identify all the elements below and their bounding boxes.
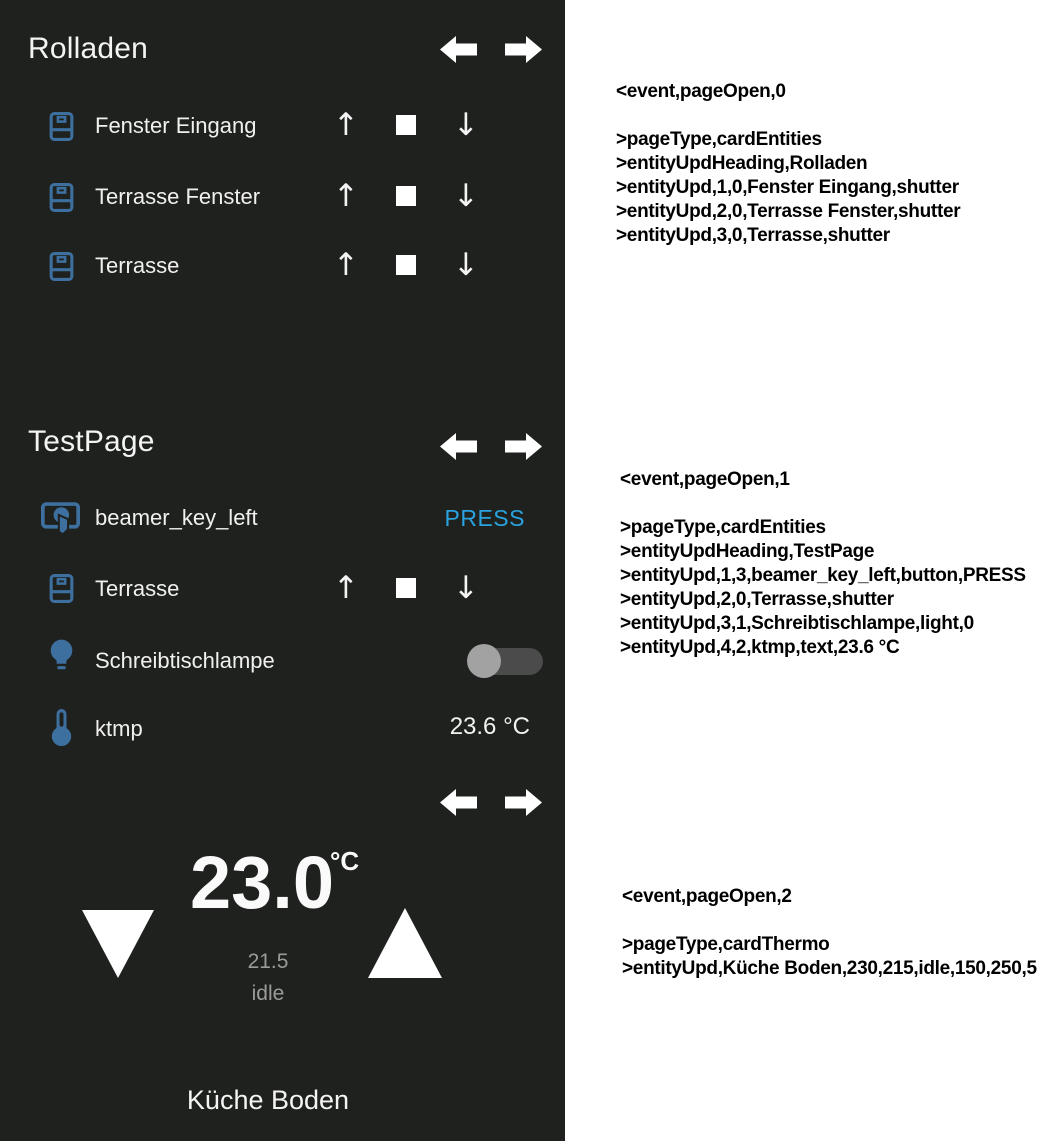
- thermostat-title: Küche Boden: [186, 1085, 350, 1115]
- protocol-line: >entityUpd,1,0,Fenster Eingang,shutter: [616, 177, 959, 198]
- toggle-knob: [467, 644, 501, 678]
- entity-label: Terrasse: [95, 253, 180, 278]
- annotation-block: [620, 468, 1026, 660]
- lightbulb-icon: [47, 638, 76, 680]
- hvac-state: idle: [251, 982, 285, 1005]
- nav-right-icon[interactable]: [505, 430, 542, 463]
- card-heading: TestPage: [28, 425, 155, 458]
- nav-left-icon[interactable]: [440, 33, 477, 66]
- event-line: <event,pageOpen,0: [616, 81, 786, 102]
- shutter-stop-button[interactable]: [386, 107, 426, 143]
- shutter-stop-button[interactable]: [386, 178, 426, 214]
- entity-label: beamer_key_left: [95, 505, 258, 530]
- protocol-line: >pageType,cardEntities: [620, 517, 826, 538]
- nav-right-icon[interactable]: [505, 33, 542, 66]
- shutter-up-button[interactable]: ↑: [326, 570, 366, 606]
- entity-label: Fenster Eingang: [95, 113, 257, 138]
- entity-label: ktmp: [95, 716, 143, 741]
- shutter-down-button[interactable]: ↓: [446, 247, 486, 283]
- nav-right-icon[interactable]: [505, 786, 542, 819]
- light-toggle-switch[interactable]: [467, 643, 545, 679]
- event-line: <event,pageOpen,1: [620, 469, 790, 490]
- entity-label: Terrasse: [95, 576, 180, 601]
- current-temperature: 23.0: [190, 841, 335, 924]
- protocol-line: >entityUpd,Küche Boden,230,215,idle,150,250,5: [622, 958, 1037, 979]
- shutter-stop-button[interactable]: [386, 570, 426, 606]
- protocol-line: >entityUpd,1,3,beamer_key_left,button,PRESS: [620, 565, 1026, 586]
- protocol-line: >entityUpd,3,1,Schreibtischlampe,light,0: [620, 613, 974, 634]
- event-line: <event,pageOpen,2: [622, 886, 792, 907]
- protocol-line: >entityUpdHeading,Rolladen: [616, 153, 868, 174]
- protocol-line: >pageType,cardEntities: [616, 129, 822, 150]
- entity-value: 23.6 °C: [449, 713, 530, 740]
- temp-up-button[interactable]: [368, 908, 442, 983]
- protocol-line: >entityUpd,2,0,Terrasse Fenster,shutter: [616, 201, 961, 222]
- nav-left-icon[interactable]: [440, 786, 477, 819]
- shutter-stop-button[interactable]: [386, 247, 426, 283]
- shutter-icon: [46, 572, 77, 610]
- entity-label: Terrasse Fenster: [95, 184, 261, 209]
- gesture-tap-button-icon: [40, 499, 81, 541]
- thermometer-icon: [51, 709, 72, 751]
- shutter-icon: [46, 181, 77, 219]
- stop-square-icon: [396, 186, 416, 206]
- protocol-line: >entityUpdHeading,TestPage: [620, 541, 875, 562]
- shutter-down-button[interactable]: ↓: [446, 107, 486, 143]
- shutter-up-button[interactable]: ↑: [326, 247, 366, 283]
- temp-down-button[interactable]: [82, 910, 154, 983]
- stop-square-icon: [396, 115, 416, 135]
- shutter-up-button[interactable]: ↑: [326, 107, 366, 143]
- shutter-icon: [46, 250, 77, 288]
- annotation-block: [616, 80, 960, 248]
- protocol-line: >entityUpd,2,0,Terrasse,shutter: [620, 589, 894, 610]
- target-temperature: 21.5: [247, 950, 289, 973]
- stop-square-icon: [396, 255, 416, 275]
- press-button[interactable]: PRESS: [444, 505, 525, 531]
- shutter-down-button[interactable]: ↓: [446, 570, 486, 606]
- protocol-line: >entityUpd,4,2,ktmp,text,23.6 °C: [620, 637, 900, 658]
- protocol-line: >pageType,cardThermo: [622, 934, 830, 955]
- shutter-up-button[interactable]: ↑: [326, 178, 366, 214]
- temperature-unit: °C: [330, 846, 360, 876]
- shutter-icon: [46, 110, 77, 148]
- annotation-block: [622, 885, 1037, 981]
- nav-left-icon[interactable]: [440, 430, 477, 463]
- protocol-line: >entityUpd,3,0,Terrasse,shutter: [616, 225, 890, 246]
- stop-square-icon: [396, 578, 416, 598]
- shutter-down-button[interactable]: ↓: [446, 178, 486, 214]
- card-heading: Rolladen: [28, 32, 149, 65]
- entity-label: Schreibtischlampe: [95, 648, 275, 673]
